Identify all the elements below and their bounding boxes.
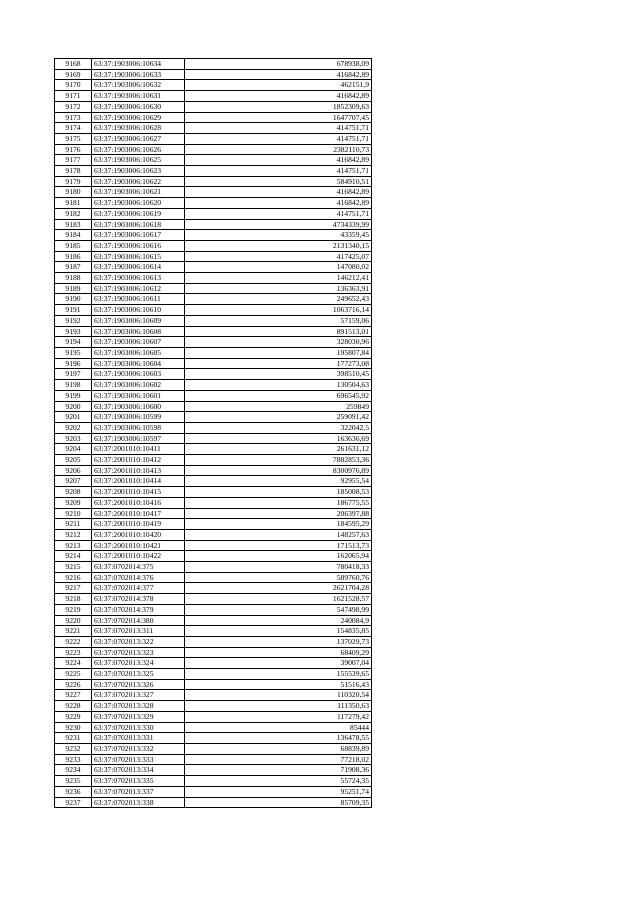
cadastral-number-cell: 63:37:0702014:380 [92, 615, 185, 626]
value-cell: 71908,36 [185, 765, 372, 776]
table-row [55, 251, 372, 262]
table-row [55, 487, 372, 498]
row-number-cell: 9180 [55, 187, 92, 198]
row-number-cell: 9233 [55, 754, 92, 765]
cadastral-number-cell: 63:37:0702013:327 [92, 690, 185, 701]
value-cell: 155539,65 [185, 669, 372, 680]
value-cell: 416842,89 [185, 91, 372, 102]
value-cell: 259849 [185, 401, 372, 412]
cadastral-number-cell: 63:37:0702013:333 [92, 754, 185, 765]
row-number-cell: 9206 [55, 465, 92, 476]
value-cell: 184595,29 [185, 519, 372, 530]
value-cell: 547498,99 [185, 604, 372, 615]
table-row [55, 123, 372, 134]
value-cell: 92955,54 [185, 476, 372, 487]
row-number-cell: 9221 [55, 626, 92, 637]
value-cell: 147080,02 [185, 262, 372, 273]
cadastral-number-cell: 63:37:2001010:10419 [92, 519, 185, 530]
table-row [55, 711, 372, 722]
value-cell: 416842,89 [185, 69, 372, 80]
value-cell: 1852309,63 [185, 101, 372, 112]
row-number-cell: 9171 [55, 91, 92, 102]
table-row [55, 133, 372, 144]
row-number-cell: 9192 [55, 315, 92, 326]
row-number-cell: 9193 [55, 326, 92, 337]
cadastral-number-cell: 63:37:0702014:377 [92, 583, 185, 594]
table-row [55, 551, 372, 562]
table-row [55, 176, 372, 187]
table-row [55, 69, 372, 80]
row-number-cell: 9169 [55, 69, 92, 80]
cadastral-number-cell: 63:37:2001010:10421 [92, 540, 185, 551]
row-number-cell: 9174 [55, 123, 92, 134]
table-row [55, 594, 372, 605]
value-cell: 171513,73 [185, 540, 372, 551]
row-number-cell: 9179 [55, 176, 92, 187]
cadastral-number-cell: 63:37:0702013:329 [92, 711, 185, 722]
value-cell: 416842,89 [185, 155, 372, 166]
table-row [55, 112, 372, 123]
cadastral-number-cell: 63:37:2001010:10422 [92, 551, 185, 562]
table-row [55, 412, 372, 423]
cadastral-number-cell: 63:37:2001010:10416 [92, 497, 185, 508]
row-number-cell: 9231 [55, 733, 92, 744]
row-number-cell: 9184 [55, 230, 92, 241]
row-number-cell: 9208 [55, 487, 92, 498]
table-row [55, 91, 372, 102]
cadastral-number-cell: 63:37:1903006:10633 [92, 69, 185, 80]
cadastral-number-cell: 63:37:0702013:338 [92, 797, 185, 808]
table-row [55, 101, 372, 112]
cadastral-number-cell: 63:37:1903006:10622 [92, 176, 185, 187]
cadastral-number-cell: 63:37:1903006:10604 [92, 358, 185, 369]
table-row [55, 529, 372, 540]
cadastral-number-cell: 63:37:1903006:10603 [92, 369, 185, 380]
cadastral-number-cell: 63:37:0702014:379 [92, 604, 185, 615]
row-number-cell: 9217 [55, 583, 92, 594]
cadastral-number-cell: 63:37:0702013:323 [92, 647, 185, 658]
value-cell: 148257,63 [185, 529, 372, 540]
value-cell: 780418,33 [185, 562, 372, 573]
value-cell: 162065,94 [185, 551, 372, 562]
cadastral-number-cell: 63:37:1903006:10632 [92, 80, 185, 91]
row-number-cell: 9194 [55, 337, 92, 348]
table-row [55, 283, 372, 294]
table-row [55, 765, 372, 776]
cadastral-number-cell: 63:37:0702013:322 [92, 636, 185, 647]
table-row [55, 540, 372, 551]
row-number-cell: 9209 [55, 497, 92, 508]
cadastral-number-cell: 63:37:2001010:10415 [92, 487, 185, 498]
table-row [55, 262, 372, 273]
value-cell: 136478,55 [185, 733, 372, 744]
cadastral-number-cell: 63:37:1903006:10608 [92, 326, 185, 337]
row-number-cell: 9190 [55, 294, 92, 305]
row-number-cell: 9212 [55, 529, 92, 540]
value-cell: 8300976,89 [185, 465, 372, 476]
cadastral-number-cell: 63:37:1903006:10634 [92, 59, 185, 70]
cadastral-number-cell: 63:37:1903006:10630 [92, 101, 185, 112]
cadastral-number-cell: 63:37:1903006:10628 [92, 123, 185, 134]
table-row [55, 669, 372, 680]
table-row [55, 572, 372, 583]
cadastral-number-cell: 63:37:0702013:325 [92, 669, 185, 680]
cadastral-number-cell: 63:37:2001010:10413 [92, 465, 185, 476]
value-cell: 55724,35 [185, 776, 372, 787]
table-row [55, 690, 372, 701]
table-row [55, 562, 372, 573]
value-cell: 417425,07 [185, 251, 372, 262]
row-number-cell: 9218 [55, 594, 92, 605]
value-cell: 4734339,99 [185, 219, 372, 230]
row-number-cell: 9235 [55, 776, 92, 787]
row-number-cell: 9176 [55, 144, 92, 155]
cadastral-number-cell: 63:37:1903006:10631 [92, 91, 185, 102]
value-cell: 163636,69 [185, 433, 372, 444]
table-row [55, 294, 372, 305]
cadastral-number-cell: 63:37:1903006:10610 [92, 305, 185, 316]
cadastral-number-cell: 63:37:0702013:311 [92, 626, 185, 637]
cadastral-number-cell: 63:37:1903006:10619 [92, 208, 185, 219]
value-cell: 186775,55 [185, 497, 372, 508]
value-cell: 177273,08 [185, 358, 372, 369]
cadastral-number-cell: 63:37:0702014:375 [92, 562, 185, 573]
row-number-cell: 9205 [55, 455, 92, 466]
value-cell: 328030,96 [185, 337, 372, 348]
table-row [55, 155, 372, 166]
value-cell: 206397,88 [185, 508, 372, 519]
row-number-cell: 9236 [55, 786, 92, 797]
row-number-cell: 9232 [55, 744, 92, 755]
table-row [55, 144, 372, 155]
row-number-cell: 9229 [55, 711, 92, 722]
value-cell: 7882853,36 [185, 455, 372, 466]
cadastral-number-cell: 63:37:1903006:10599 [92, 412, 185, 423]
row-number-cell: 9222 [55, 636, 92, 647]
table-row [55, 358, 372, 369]
value-cell: 110320,54 [185, 690, 372, 701]
table-row [55, 198, 372, 209]
row-number-cell: 9172 [55, 101, 92, 112]
row-number-cell: 9177 [55, 155, 92, 166]
row-number-cell: 9207 [55, 476, 92, 487]
table-row [55, 305, 372, 316]
row-number-cell: 9228 [55, 701, 92, 712]
value-cell: 68409,29 [185, 647, 372, 658]
table-row [55, 776, 372, 787]
cadastral-number-cell: 63:37:0702013:332 [92, 744, 185, 755]
table-row [55, 390, 372, 401]
value-cell: 322042,5 [185, 422, 372, 433]
cadastral-number-cell: 63:37:1903006:10598 [92, 422, 185, 433]
row-number-cell: 9204 [55, 444, 92, 455]
value-cell: 195807,84 [185, 347, 372, 358]
value-cell: 696545,92 [185, 390, 372, 401]
value-cell: 43359,45 [185, 230, 372, 241]
cadastral-number-cell: 63:37:1903006:10615 [92, 251, 185, 262]
value-cell: 1063716,14 [185, 305, 372, 316]
cadastral-number-cell: 63:37:2001010:10411 [92, 444, 185, 455]
row-number-cell: 9214 [55, 551, 92, 562]
value-cell: 117279,42 [185, 711, 372, 722]
row-number-cell: 9168 [55, 59, 92, 70]
cadastral-number-cell: 63:37:1903006:10618 [92, 219, 185, 230]
table-row [55, 519, 372, 530]
table-row [55, 59, 372, 70]
table-row [55, 476, 372, 487]
cadastral-number-cell: 63:37:2001010:10420 [92, 529, 185, 540]
cadastral-number-cell: 63:37:1903006:10627 [92, 133, 185, 144]
table-row [55, 337, 372, 348]
row-number-cell: 9187 [55, 262, 92, 273]
cadastral-number-cell: 63:37:1903006:10601 [92, 390, 185, 401]
table-row [55, 497, 372, 508]
value-cell: 185008,53 [185, 487, 372, 498]
row-number-cell: 9220 [55, 615, 92, 626]
row-number-cell: 9237 [55, 797, 92, 808]
row-number-cell: 9223 [55, 647, 92, 658]
cadastral-number-cell: 63:37:2001010:10414 [92, 476, 185, 487]
value-cell: 1647707,45 [185, 112, 372, 123]
value-cell: 154835,85 [185, 626, 372, 637]
value-cell: 584910,51 [185, 176, 372, 187]
table-row [55, 166, 372, 177]
value-cell: 39007,04 [185, 658, 372, 669]
cadastral-number-cell: 63:37:1903006:10613 [92, 273, 185, 284]
value-cell: 589760,76 [185, 572, 372, 583]
cadastral-number-cell: 63:37:1903006:10612 [92, 283, 185, 294]
row-number-cell: 9173 [55, 112, 92, 123]
cadastral-number-cell: 63:37:1903006:10600 [92, 401, 185, 412]
cadastral-number-cell: 63:37:1903006:10611 [92, 294, 185, 305]
value-cell: 414751,71 [185, 123, 372, 134]
value-cell: 68839,89 [185, 744, 372, 755]
table-row [55, 315, 372, 326]
row-number-cell: 9196 [55, 358, 92, 369]
row-number-cell: 9188 [55, 273, 92, 284]
value-cell: 259091,42 [185, 412, 372, 423]
cadastral-number-cell: 63:37:0702014:376 [92, 572, 185, 583]
cadastral-number-cell: 63:37:1903006:10597 [92, 433, 185, 444]
cadastral-number-cell: 63:37:0702013:334 [92, 765, 185, 776]
value-cell: 77218,02 [185, 754, 372, 765]
row-number-cell: 9199 [55, 390, 92, 401]
value-cell: 111350,63 [185, 701, 372, 712]
table-row [55, 444, 372, 455]
table-row [55, 187, 372, 198]
cadastral-number-cell: 63:37:1903006:10616 [92, 240, 185, 251]
row-number-cell: 9203 [55, 433, 92, 444]
cadastral-number-cell: 63:37:0702013:328 [92, 701, 185, 712]
value-cell: 85444 [185, 722, 372, 733]
row-number-cell: 9175 [55, 133, 92, 144]
table-row [55, 208, 372, 219]
row-number-cell: 9213 [55, 540, 92, 551]
table-row [55, 508, 372, 519]
value-cell: 85709,35 [185, 797, 372, 808]
row-number-cell: 9224 [55, 658, 92, 669]
cadastral-number-cell: 63:37:1903006:10623 [92, 166, 185, 177]
cadastral-number-cell: 63:37:1903006:10626 [92, 144, 185, 155]
table-row [55, 604, 372, 615]
row-number-cell: 9202 [55, 422, 92, 433]
value-cell: 136363,91 [185, 283, 372, 294]
table-row [55, 455, 372, 466]
cadastral-number-cell: 63:37:1903006:10614 [92, 262, 185, 273]
row-number-cell: 9183 [55, 219, 92, 230]
table-row [55, 273, 372, 284]
cadastral-number-cell: 63:37:0702014:378 [92, 594, 185, 605]
cadastral-number-cell: 63:37:0702013:324 [92, 658, 185, 669]
table-row [55, 80, 372, 91]
cadastral-number-cell: 63:37:1903006:10620 [92, 198, 185, 209]
table-row [55, 797, 372, 808]
cadastral-number-cell: 63:37:1903006:10607 [92, 337, 185, 348]
value-cell: 414751,71 [185, 208, 372, 219]
value-cell: 414751,71 [185, 166, 372, 177]
table-row [55, 433, 372, 444]
table-row [55, 701, 372, 712]
cadastral-number-cell: 63:37:1903006:10617 [92, 230, 185, 241]
table-row [55, 733, 372, 744]
value-cell: 146212,41 [185, 273, 372, 284]
table-row [55, 626, 372, 637]
cadastral-number-cell: 63:37:0702013:331 [92, 733, 185, 744]
value-cell: 398510,45 [185, 369, 372, 380]
row-number-cell: 9182 [55, 208, 92, 219]
table-row [55, 380, 372, 391]
table-row [55, 230, 372, 241]
cadastral-number-cell: 63:37:0702013:337 [92, 786, 185, 797]
table-row [55, 647, 372, 658]
value-cell: 416842,89 [185, 198, 372, 209]
table-row [55, 219, 372, 230]
row-number-cell: 9186 [55, 251, 92, 262]
row-number-cell: 9181 [55, 198, 92, 209]
row-number-cell: 9211 [55, 519, 92, 530]
table-row [55, 744, 372, 755]
value-cell: 2621704,28 [185, 583, 372, 594]
row-number-cell: 9201 [55, 412, 92, 423]
row-number-cell: 9230 [55, 722, 92, 733]
row-number-cell: 9185 [55, 240, 92, 251]
value-cell: 261631,12 [185, 444, 372, 455]
value-cell: 414751,71 [185, 133, 372, 144]
value-cell: 2131340,15 [185, 240, 372, 251]
row-number-cell: 9210 [55, 508, 92, 519]
row-number-cell: 9170 [55, 80, 92, 91]
row-number-cell: 9219 [55, 604, 92, 615]
value-cell: 137029,73 [185, 636, 372, 647]
value-cell: 891513,01 [185, 326, 372, 337]
cadastral-value-table [54, 58, 372, 808]
row-number-cell: 9191 [55, 305, 92, 316]
row-number-cell: 9215 [55, 562, 92, 573]
cadastral-number-cell: 63:37:0702013:335 [92, 776, 185, 787]
value-cell: 2382110,73 [185, 144, 372, 155]
value-cell: 462151,9 [185, 80, 372, 91]
table-row [55, 658, 372, 669]
value-cell: 249652,43 [185, 294, 372, 305]
row-number-cell: 9178 [55, 166, 92, 177]
cadastral-number-cell: 63:37:1903006:10605 [92, 347, 185, 358]
table-row [55, 583, 372, 594]
row-number-cell: 9197 [55, 369, 92, 380]
table-row [55, 754, 372, 765]
row-number-cell: 9234 [55, 765, 92, 776]
value-cell: 678938,09 [185, 59, 372, 70]
value-cell: 57159,06 [185, 315, 372, 326]
table-row [55, 369, 372, 380]
cadastral-number-cell: 63:37:0702013:326 [92, 679, 185, 690]
value-cell: 1621528,57 [185, 594, 372, 605]
row-number-cell: 9227 [55, 690, 92, 701]
table-row [55, 679, 372, 690]
cadastral-number-cell: 63:37:1903006:10602 [92, 380, 185, 391]
cadastral-number-cell: 63:37:1903006:10621 [92, 187, 185, 198]
cadastral-number-cell: 63:37:0702013:330 [92, 722, 185, 733]
table-row [55, 722, 372, 733]
table-row [55, 615, 372, 626]
table-row [55, 347, 372, 358]
table-row [55, 422, 372, 433]
table-body [55, 59, 372, 808]
row-number-cell: 9189 [55, 283, 92, 294]
cadastral-number-cell: 63:37:1903006:10629 [92, 112, 185, 123]
cadastral-number-cell: 63:37:1903006:10625 [92, 155, 185, 166]
cadastral-number-cell: 63:37:1903006:10609 [92, 315, 185, 326]
value-cell: 51516,43 [185, 679, 372, 690]
table-row [55, 240, 372, 251]
cadastral-number-cell: 63:37:2001010:10412 [92, 455, 185, 466]
value-cell: 240084,9 [185, 615, 372, 626]
cadastral-number-cell: 63:37:2001010:10417 [92, 508, 185, 519]
table-row [55, 326, 372, 337]
value-cell: 416842,89 [185, 187, 372, 198]
table-row [55, 401, 372, 412]
row-number-cell: 9226 [55, 679, 92, 690]
row-number-cell: 9198 [55, 380, 92, 391]
table-row [55, 786, 372, 797]
row-number-cell: 9195 [55, 347, 92, 358]
table-row [55, 465, 372, 476]
value-cell: 130504,63 [185, 380, 372, 391]
row-number-cell: 9200 [55, 401, 92, 412]
row-number-cell: 9225 [55, 669, 92, 680]
row-number-cell: 9216 [55, 572, 92, 583]
value-cell: 95251,74 [185, 786, 372, 797]
table-row [55, 636, 372, 647]
